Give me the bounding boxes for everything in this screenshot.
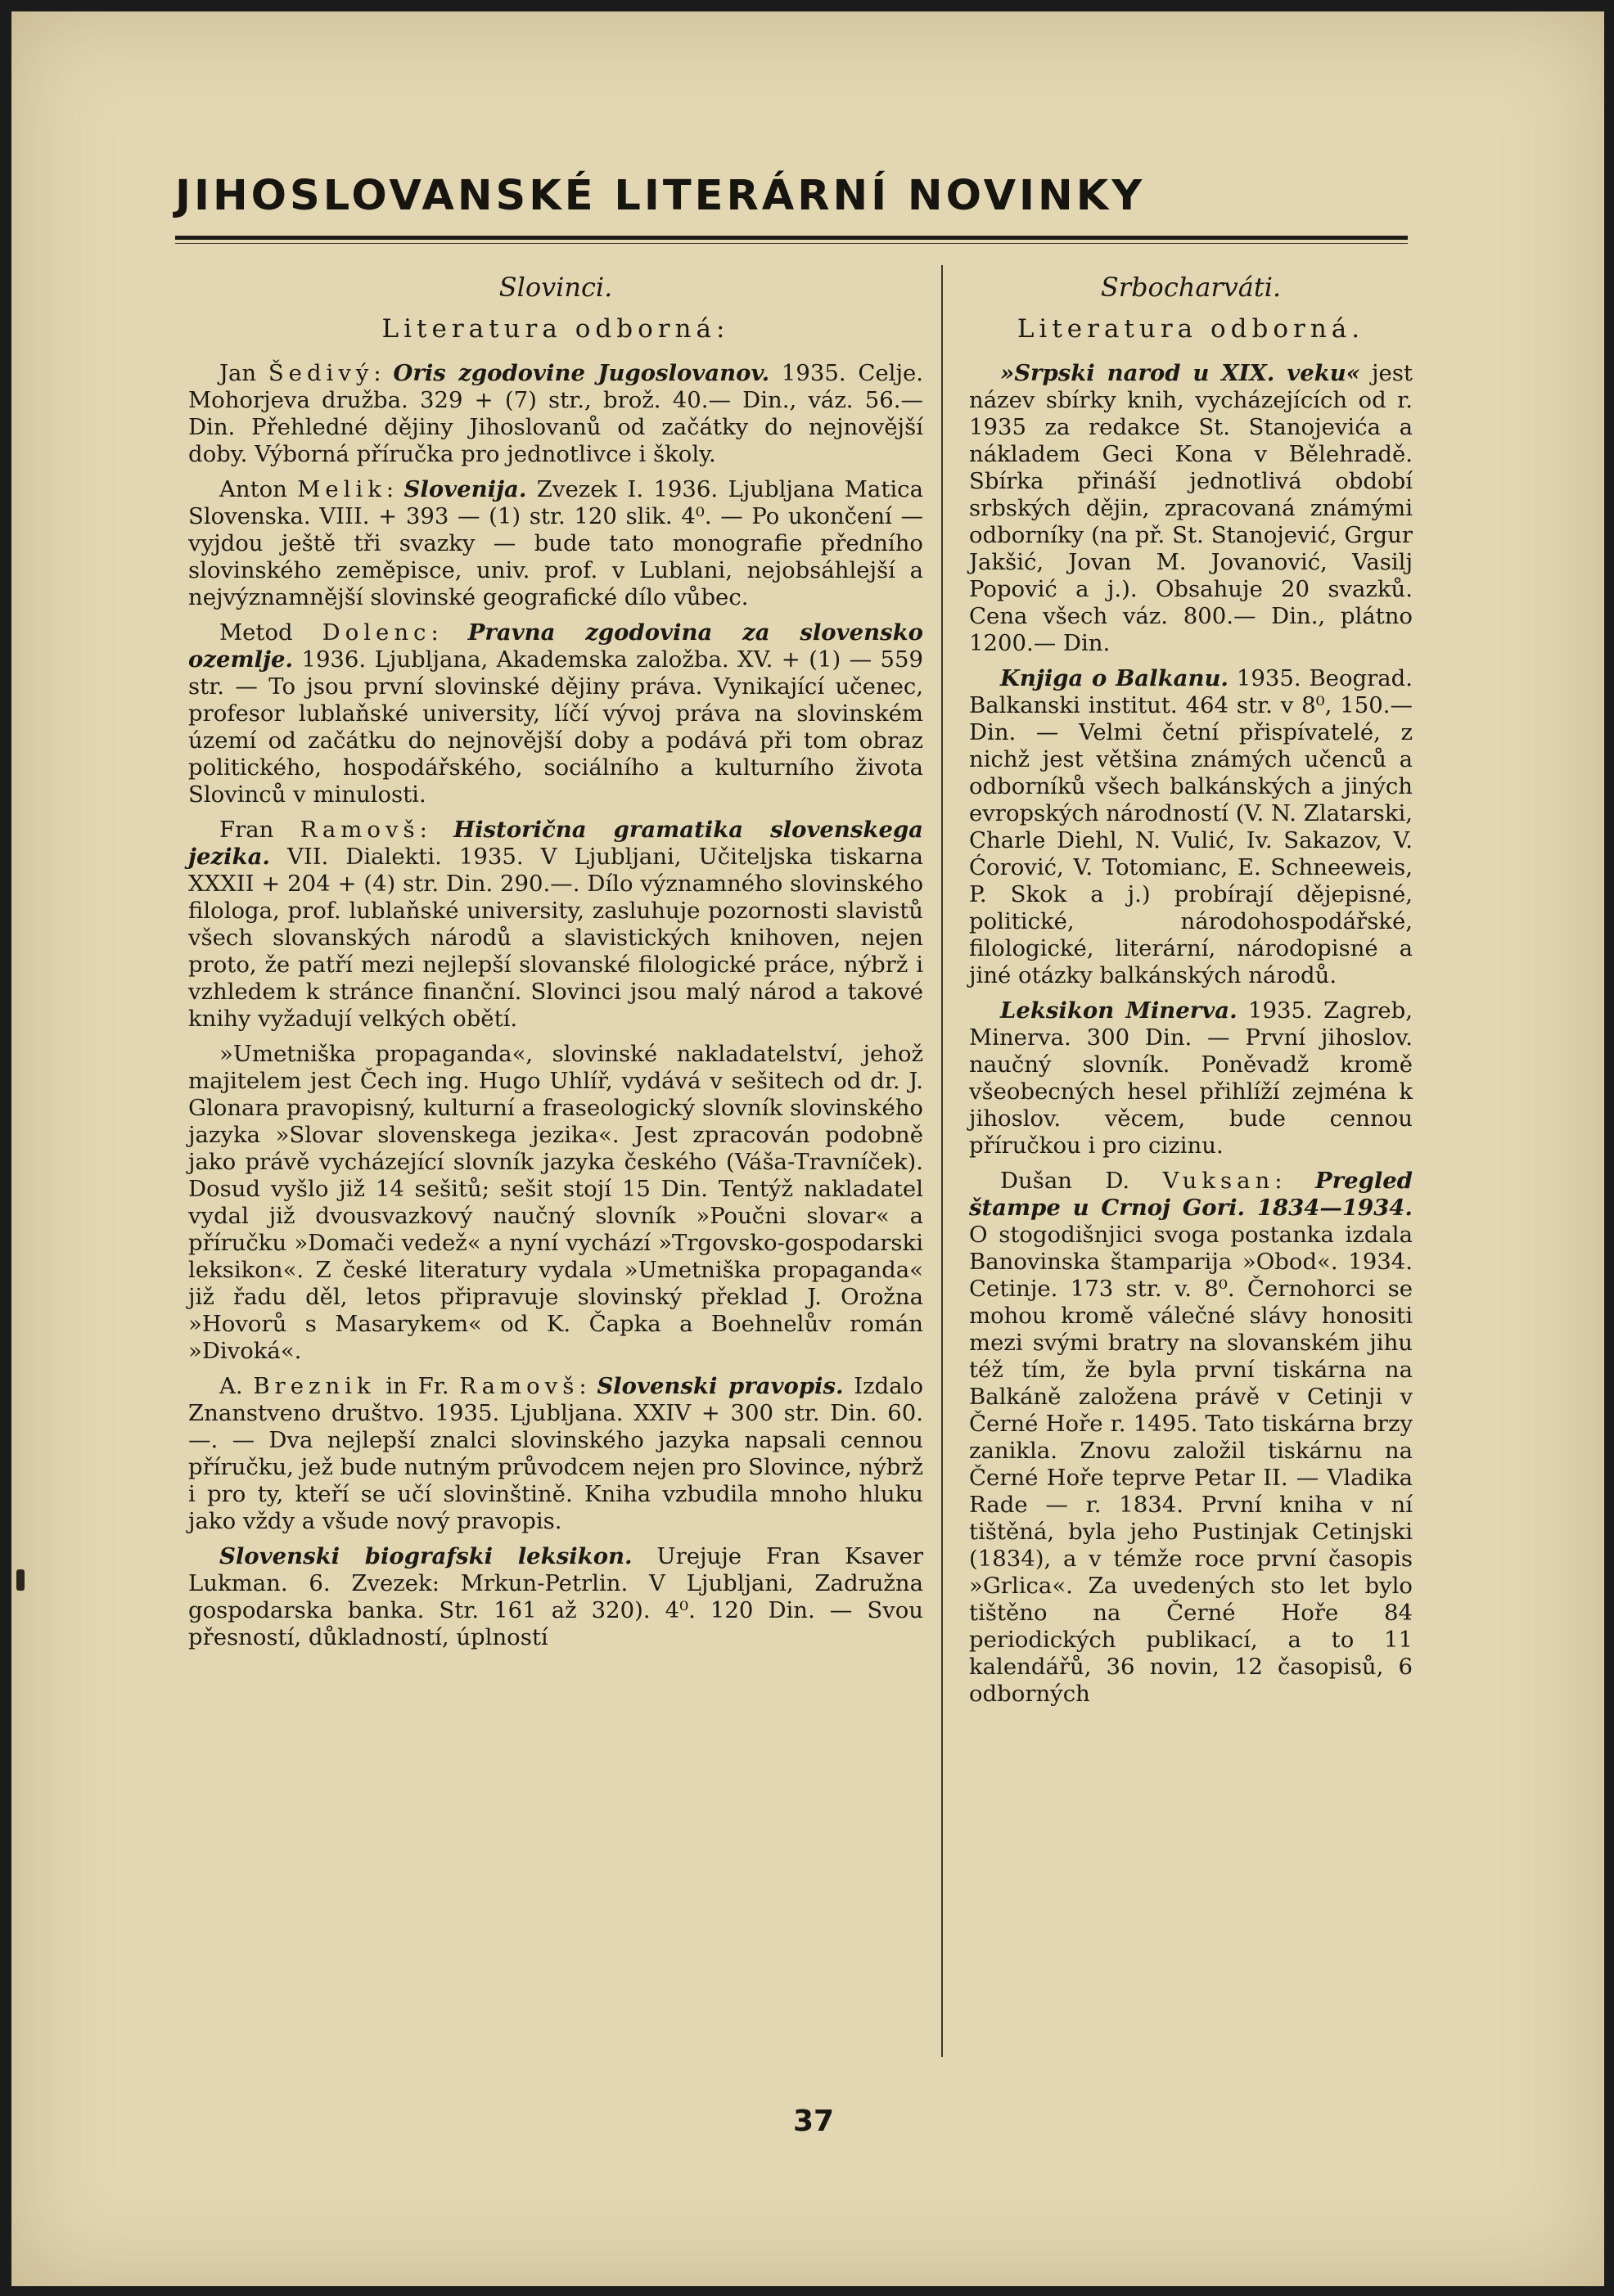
page xyxy=(11,11,1604,2286)
entry-vuksan: Dušan D. Vuksan: Pregled štampe u Crnoj Gori. 1834—1934. O stogodišnjici svoga postanka izdala Banovinska štamparija »Obod«. 1934. Cetinje. 173 str. v. 8⁰. Černohorci se mohou kromě válečné slávy honositi mezi svými bratry na slovanském jihu též tím, že byla první tiskárna na Balkáně založena právě v Cetinji v Černé Hoře r. 1495. Tato tiskárna brzy zanikla. Znovu založil tiskárnu na Černé Hoře teprve Petar II. — Vladika Rade — r. 1834. První kniha v ní tištěná, byla jeho Pustinjak Cetinjski (1834), a v témže roce první časopis »Grlica«. Za uvedených sto let bylo tištěno na Černé Hoře 84 periodických publikací, a to 11 kalendářů, 36 novin, 12 časopisů, 6 odborných xyxy=(969,1168,1413,1707)
entry-umetniska-propaganda: »Umetniška propaganda«, slovinské nakladatelství, jehož majitelem jest Čech ing. Hugo Uhlíř, vydává v sešitech od dr. J. Glonara pravopisný, kulturní a fraseologický slovník slovinského jazyka »Slovar slovenskega jezika«. Jest zpracován podobně jako právě vycházející slovník jazyka českého (Váša-Travníček). Dosud vyšlo již 14 sešitů; sešit stojí 15 Din. Tentýž nakladatel vydal již dvousvazkový naučný slovník »Poučni slovar« a příručku »Domači vedež« a nyní vychází »Trgovsko-gospodarski leksikon«. Z české literatury vydala »Umetniška propaganda« již řadu děl, letos připravuje slovinský překlad J. Orožna »Hovorů s Masarykem« od K. Čapka a Boehnelův román »Divoká«. xyxy=(188,1041,923,1364)
book-title: Pregled štampe u Crnoj Gori. 1834—1934. xyxy=(969,1168,1413,1221)
column-divider xyxy=(941,265,943,2057)
entry-srpski-narod: »Srpski narod u XIX. veku« jest název sbírky knih, vycházejících od r. 1935 za redakce St. Stanojevića a nákladem Geci Kona v Bělehradě. Sbírka přináší jednotlivá období srbských dějin, zpracovaná známými odborníky (na př. St. Stanojević, Grgur Jakšić, Jovan M. Jovanović, Vasilj Popović a j.). Obsahuje 20 svazků. Cena všech váz. 800.— Din., plátno 1200.— Din. xyxy=(969,360,1413,656)
entry-knjiga-o-balkanu: Knjiga o Balkanu. 1935. Beograd. Balkanski institut. 464 str. v 8⁰, 150.— Din. — Velmi četní přispívatelé, z nichž jest většina známých učenců a odborníků všech balkánských a jiných evropských národností (V. N. Zlatarski, Charle Diehl, N. Vulić, Iv. Sakazov, V. Ćorović, V. Totomianc, E. Schneeweis, P. Skok a j.) probírají dějepisné, politické, národohospodářské, filologické, literární, národopisné a jiné otázky balkánských národů. xyxy=(969,665,1413,988)
book-title: Oris zgodovine Jugoslovanov. xyxy=(393,360,770,386)
binding-mark xyxy=(16,1569,25,1591)
right-column xyxy=(969,265,1413,1716)
book-title: »Srpski narod u XIX. veku« xyxy=(1000,360,1360,386)
entry-ramovs: Fran Ramovš: Historična gramatika slovenskega jezika. VII. Dialekti. 1935. V Ljubljani, Učiteljska tiskarna XXXII + 204 + (4) str. Din. 290.—. Dílo významného slovinského filologa, prof. lublaňské university, zasluhuje pozornosti slavistů všech slovanských národů a slavistických knihoven, nejen proto, že patří mezi nejlepší slovanské filologické práce, nýbrž i vzhledem k stránce finanční. Slovinci jsou malý národ a takové knihy vyžadují velkých obětí. xyxy=(188,817,923,1032)
entry-dolenc: Metod Dolenc: Pravna zgodovina za slovensko ozemlje. 1936. Ljubljana, Akademska založba. XV. + (1) — 559 str. — To jsou první slovinské dějiny práva. Vynikající učenec, profesor lublaňské university, líčí vývoj práva na slovinském území od začátku do nejnovější doby a podává při tom obraz politického, hospodářského, sociálního a kulturního života Slovinců v minulosti. xyxy=(188,619,923,808)
book-title: Leksikon Minerva. xyxy=(1000,997,1238,1024)
book-title: Slovenski biografski leksikon. xyxy=(219,1543,633,1569)
section-title-srbocharvati: Srbocharváti. xyxy=(1100,272,1282,303)
entry-leksikon-minerva: Leksikon Minerva. 1935. Zagreb, Minerva. 300 Din. — První jihoslov. naučný slovník. Poněvadž kromě všeobecných hesel přihlíží zejména k jihoslov. věcem, bude cennou příručkou i pro cizinu. xyxy=(969,997,1413,1159)
book-title: Slovenija. xyxy=(404,476,527,502)
section-title-slovinci: Slovinci. xyxy=(498,272,613,303)
entry-sedivy: Jan Šedivý: Oris zgodovine Jugoslovanov. 1935. Celje. Mohorjeva družba. 329 + (7) str., brož. 40.— Din., váz. 56.— Din. Přehledné dějiny Jihoslovanů od začátky do nejnovější doby. Výborná příručka pro jednotlivce i školy. xyxy=(188,360,923,467)
header-rule-thin xyxy=(175,243,1408,244)
left-column xyxy=(188,265,923,1659)
page-number: 37 xyxy=(792,2105,835,2138)
header-rule-thick xyxy=(175,236,1408,240)
entry-melik: Anton Melik: Slovenija. Zvezek I. 1936. Ljubljana Matica Slovenska. VIII. + 393 — (1) str. 120 slik. 4⁰. — Po ukončení — vyjdou ještě tři svazky — bude tato monografie předního slovinského zeměpisce, univ. prof. v Lublani, nejobsáhlejší a nejvýznamnější slovinské geografické dílo vůbec. xyxy=(188,476,923,610)
subheading-literatura: Literatura odborná. xyxy=(1017,314,1365,344)
entry-breznik-ramovs: A. Breznik in Fr. Ramovš: Slovenski pravopis. Izdalo Znanstveno društvo. 1935. Ljubljana. XXIV + 300 str. Din. 60.—. — Dva nejlepší znalci slovinského jazyka napsali cennou příručku, jež bude nutným průvodcem nejen pro Slovince, nýbrž i pro ty, kteří se učí slovinštině. Kniha vzbudila mnoho hluku jako vždy a všude nový pravopis. xyxy=(188,1373,924,1534)
book-title: Historična gramatika slovenskega jezika. xyxy=(188,817,923,870)
entry-biografski-leksikon: Slovenski biografski leksikon. Urejuje Fran Ksaver Lukman. 6. Zvezek: Mrkun-Petrlin. V Ljubljani, Zadružna gospodarska banka. Str. 161 až 320). 4⁰. 120 Din. — Svou přesností, důkladností, úplností xyxy=(188,1543,923,1650)
page-header: JIHOSLOVANSKÉ LITERÁRNÍ NOVINKY xyxy=(175,172,1146,220)
book-title: Knjiga o Balkanu. xyxy=(1000,665,1229,691)
book-title: Pravna zgodovina za slovensko ozemlje. xyxy=(188,619,923,673)
book-title: Slovenski pravopis. xyxy=(597,1373,844,1399)
subheading-literatura: Literatura odborná: xyxy=(381,314,730,344)
